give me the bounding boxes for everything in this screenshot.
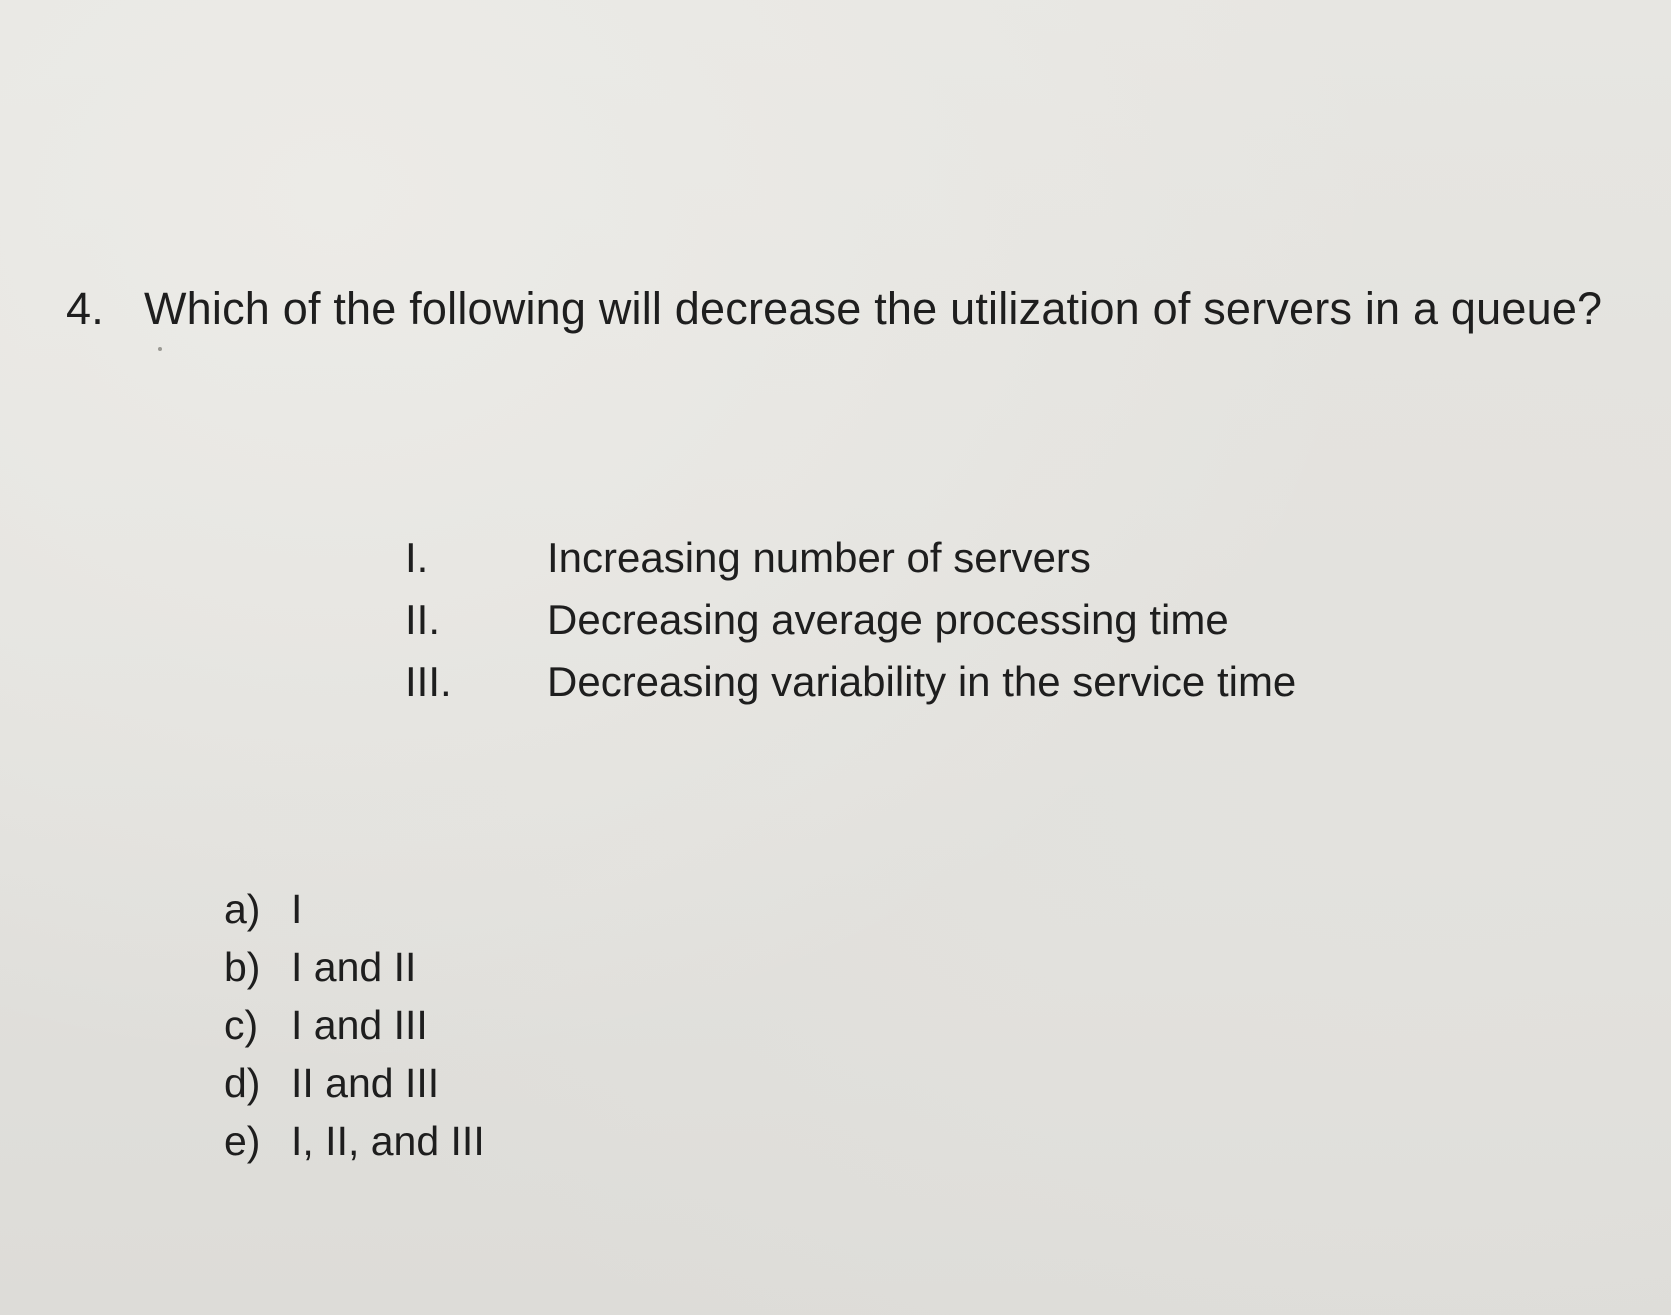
statement-text: Increasing number of servers	[547, 534, 1091, 581]
statement-numeral: III.	[405, 658, 452, 705]
statement-list	[405, 534, 1296, 720]
option-text: II and III	[291, 1060, 440, 1106]
option-letter: a)	[224, 886, 261, 932]
statement-text: Decreasing average processing time	[547, 596, 1229, 643]
paper-speck	[158, 347, 162, 351]
statement-2	[405, 596, 1296, 658]
question-text: Which of the following will decrease the utilization of servers in a queue?	[144, 283, 1603, 334]
option-letter: e)	[224, 1118, 261, 1164]
option-text: I and II	[291, 944, 417, 990]
option-e[interactable]	[224, 1118, 485, 1176]
question-number: 4.	[66, 283, 104, 334]
option-text: I	[291, 886, 303, 932]
answer-options	[224, 886, 485, 1176]
option-c[interactable]	[224, 1002, 485, 1060]
statement-1	[405, 534, 1296, 596]
statement-numeral: I.	[405, 534, 429, 581]
option-letter: d)	[224, 1060, 261, 1106]
statement-3	[405, 658, 1296, 720]
option-b[interactable]	[224, 944, 485, 1002]
statement-numeral: II.	[405, 596, 441, 643]
option-a[interactable]	[224, 886, 485, 944]
option-letter: c)	[224, 1002, 259, 1048]
option-text: I and III	[291, 1002, 428, 1048]
option-text: I, II, and III	[291, 1118, 485, 1164]
question-4	[66, 283, 1602, 335]
option-d[interactable]	[224, 1060, 485, 1118]
statement-text: Decreasing variability in the service time	[547, 658, 1297, 705]
option-letter: b)	[224, 944, 261, 990]
